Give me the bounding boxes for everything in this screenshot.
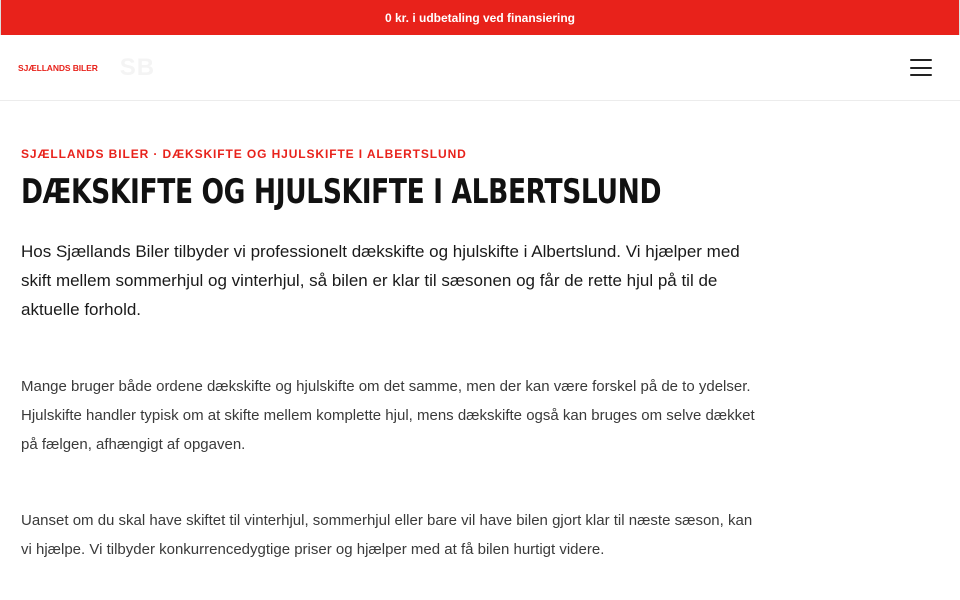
lead-paragraph: Hos Sjællands Biler tilbyder vi professionelt dækskifte og hjulskifte i Albertslund. Vi hjælper med skift mellem sommerhjul og vinterhjul, så bilen er klar til sæsonen og får de rette hjul på til de aktuelle forhold.	[21, 242, 740, 319]
logo[interactable]	[18, 54, 155, 82]
body-paragraph: Mange bruger både ordene dækskifte og hjulskifte om det samme, men der kan være forskel på de to ydelser. Hjulskifte handler typisk om at skifte mellem komplette hjul, mens dækskifte også kan bruges om selve dækket på fælgen, afhængigt af opgaven.	[21, 378, 755, 453]
promo-text[interactable]: 0 kr. i udbetaling ved finansiering	[384, 10, 576, 25]
breadcrumb[interactable]: SJÆLLANDS BILER · DÆKSKIFTE OG HJULSKIFTE I ALBERTSLUND	[21, 147, 467, 161]
site-header	[0, 35, 960, 101]
logo-watermark: SB	[119, 53, 156, 81]
logo-text[interactable]: SJÆLLANDS BILER	[18, 62, 98, 73]
page-title: DÆKSKIFTE OG HJULSKIFTE I ALBERTSLUND	[21, 172, 662, 212]
menu-line	[910, 67, 932, 69]
body-paragraph: Uanset om du skal have skiftet til vinterhjul, sommerhjul eller bare vil have bilen gjort klar til næste sæson, kan vi hjælpe. Vi tilbyder konkurrencedygtige priser og hjælper med at få bilen hurtigt videre.	[21, 512, 753, 558]
main-content	[0, 101, 802, 564]
promo-banner[interactable]	[0, 0, 960, 35]
hamburger-menu-icon[interactable]	[910, 59, 932, 76]
menu-line	[910, 59, 932, 61]
menu-line	[910, 74, 932, 76]
